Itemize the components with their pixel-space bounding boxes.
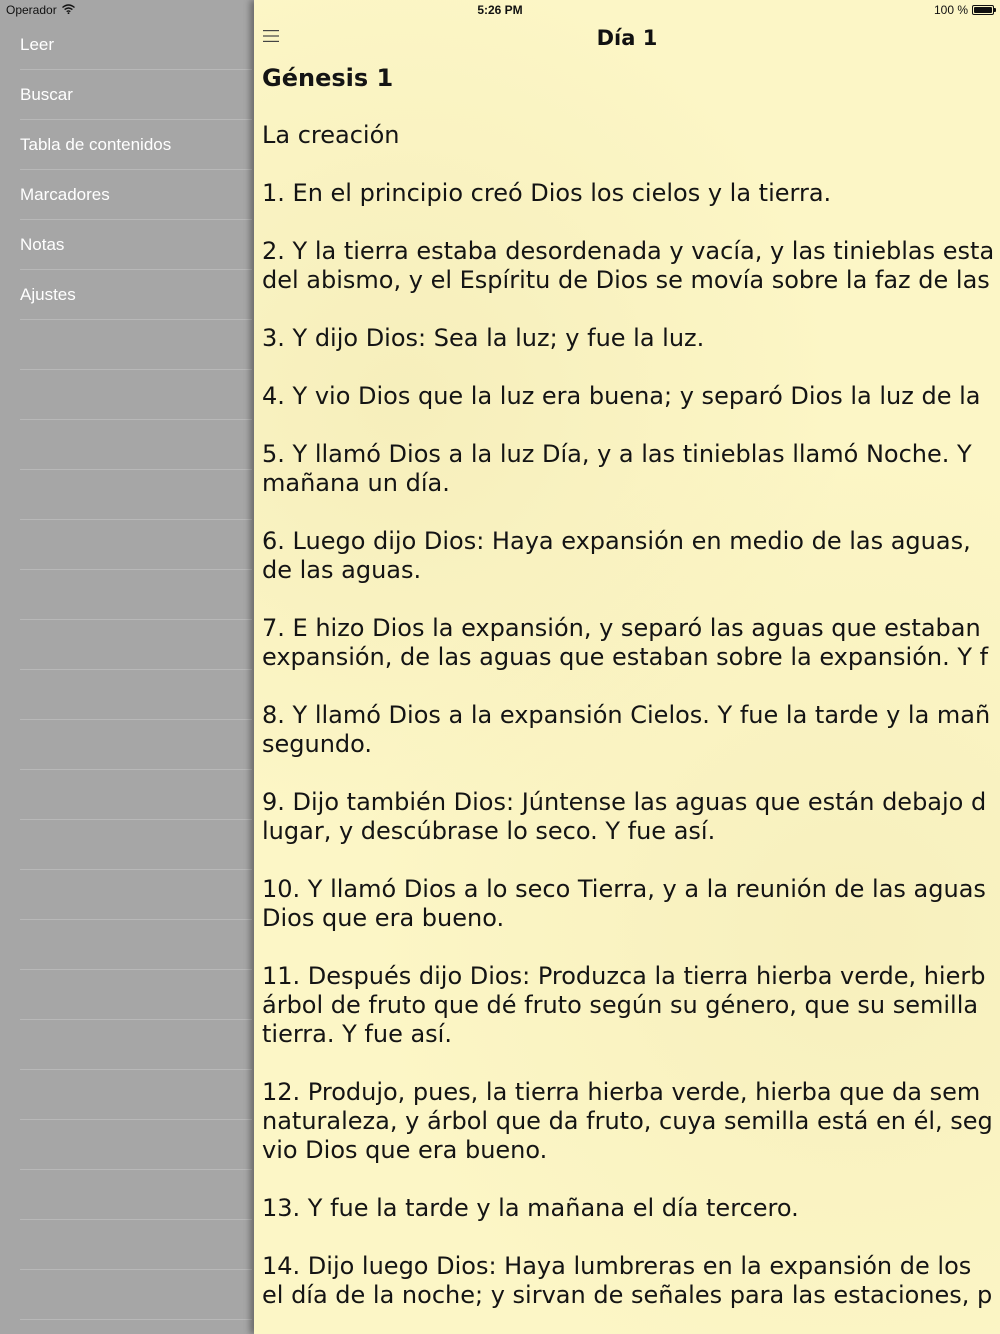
verse [262,440,1000,498]
verse-line: 1. En el principio creó Dios los cielos y la tierra. [262,179,832,207]
verse [262,527,1000,585]
verse-line: segundo. [262,730,373,758]
verse [262,1078,1000,1165]
verse [262,237,1000,295]
verse [262,179,1000,208]
sidebar-menu-item[interactable] [20,1070,252,1120]
sidebar-menu-item-label: Tabla de contenidos [20,134,172,154]
sidebar-menu-list [20,20,252,1320]
verse-line: vio Dios que era bueno. [262,1136,548,1164]
status-time: 5:26 PM [477,3,523,17]
verse-line: 5. Y llamó Dios a la luz Día, y a las tinieblas llamó Noche. Y [262,440,972,468]
sidebar-menu-item[interactable] [20,1120,252,1170]
sidebar-menu-item[interactable] [20,720,252,770]
sidebar-menu [0,0,252,1334]
verse-line: 12. Produjo, pues, la tierra hierba verde, hierba que da sem [262,1078,981,1106]
verse [262,788,1000,846]
sidebar-menu-item[interactable] [20,1170,252,1220]
reader-header [254,22,1000,56]
sidebar-menu-item[interactable] [20,770,252,820]
sidebar-menu-item[interactable] [20,920,252,970]
verse-line: árbol de fruto que dé fruto según su género, que su semilla [262,991,979,1019]
verse-line: 9. Dijo también Dios: Júntense las aguas que están debajo d [262,788,987,816]
sidebar-menu-item[interactable] [20,570,252,620]
sidebar-menu-item-label: Ajustes [20,284,76,304]
sidebar-menu-item[interactable] [20,120,252,170]
sidebar-menu-item[interactable] [20,320,252,370]
sidebar-menu-item[interactable] [20,820,252,870]
chapter-title: Génesis 1 [262,64,394,92]
sidebar-menu-item[interactable] [20,520,252,570]
sidebar-menu-item[interactable] [20,470,252,520]
verse-line: lugar, y descúbrase lo seco. Y fue así. [262,817,716,845]
battery-indicator [934,3,994,17]
reader-panel [254,0,1000,1334]
sidebar-menu-item[interactable] [20,1270,252,1320]
sidebar-menu-item[interactable] [20,370,252,420]
verse-line: del abismo, y el Espíritu de Dios se movía sobre la faz de las [262,266,990,294]
sidebar-menu-item[interactable] [20,420,252,470]
verse-line: 8. Y llamó Dios a la expansión Cielos. Y fue la tarde y la mañ [262,701,991,729]
sidebar-menu-item-label: Notas [20,234,65,254]
status-bar [0,0,1000,22]
verse-line: 6. Luego dijo Dios: Haya expansión en medio de las aguas, [262,527,971,555]
sidebar-menu-item[interactable] [20,270,252,320]
verse-line: 2. Y la tierra estaba desordenada y vacía, y las tinieblas esta [262,237,995,265]
sidebar-menu-item[interactable] [20,20,252,70]
verse-line: 14. Dijo luego Dios: Haya lumbreras en la expansión de los [262,1252,972,1280]
page-title: Día 1 [596,26,658,50]
verse [262,324,1000,353]
verse-line: el día de la noche; y sirvan de señales para las estaciones, p [262,1281,993,1309]
verse-line: Dios que era bueno. [262,904,505,932]
sidebar-menu-item[interactable] [20,170,252,220]
sidebar-menu-item[interactable] [20,870,252,920]
carrier-label: Operador [6,3,57,17]
verse-line: naturaleza, y árbol que da fruto, cuya semilla está en él, seg [262,1107,993,1135]
verse [262,875,1000,933]
sidebar-menu-item[interactable] [20,220,252,270]
sidebar-menu-item-label: Buscar [20,84,73,104]
verse-line: mañana un día. [262,469,450,497]
battery-percent: 100 % [933,3,968,17]
verse-line: 11. Después dijo Dios: Produzca la tierra hierba verde, hierb [262,962,986,990]
sidebar-menu-item-label: Marcadores [20,184,110,204]
verse-line: 10. Y llamó Dios a lo seco Tierra, y a la reunión de las aguas [262,875,986,903]
verse-line: de las aguas. [262,556,422,584]
sidebar-menu-item[interactable] [20,70,252,120]
verse-line: expansión, de las aguas que estaban sobre la expansión. Y f [262,643,989,671]
verse [262,701,1000,759]
sidebar-menu-item[interactable] [20,620,252,670]
sidebar-menu-item[interactable] [20,1020,252,1070]
sidebar-menu-item[interactable] [20,970,252,1020]
sidebar-menu-item-label: Leer [20,34,55,54]
section-title: La creación [262,121,400,149]
verse [262,614,1000,672]
battery-icon [972,5,994,15]
reading-text [262,62,1000,1310]
sidebar-menu-item[interactable] [20,1220,252,1270]
verse [262,382,1000,411]
verse-line: 13. Y fue la tarde y la mañana el día tercero. [262,1194,799,1222]
verse [262,1252,1000,1310]
verse-line: 7. E hizo Dios la expansión, y separó las aguas que estaban [262,614,981,642]
verse [262,962,1000,1049]
sidebar-menu-item[interactable] [20,670,252,720]
verse-line: 3. Y dijo Dios: Sea la luz; y fue la luz. [262,324,705,352]
verse-line: 4. Y vio Dios que la luz era buena; y separó Dios la luz de la [262,382,981,410]
verse [262,1194,1000,1223]
verse-line: tierra. Y fue así. [262,1020,452,1048]
